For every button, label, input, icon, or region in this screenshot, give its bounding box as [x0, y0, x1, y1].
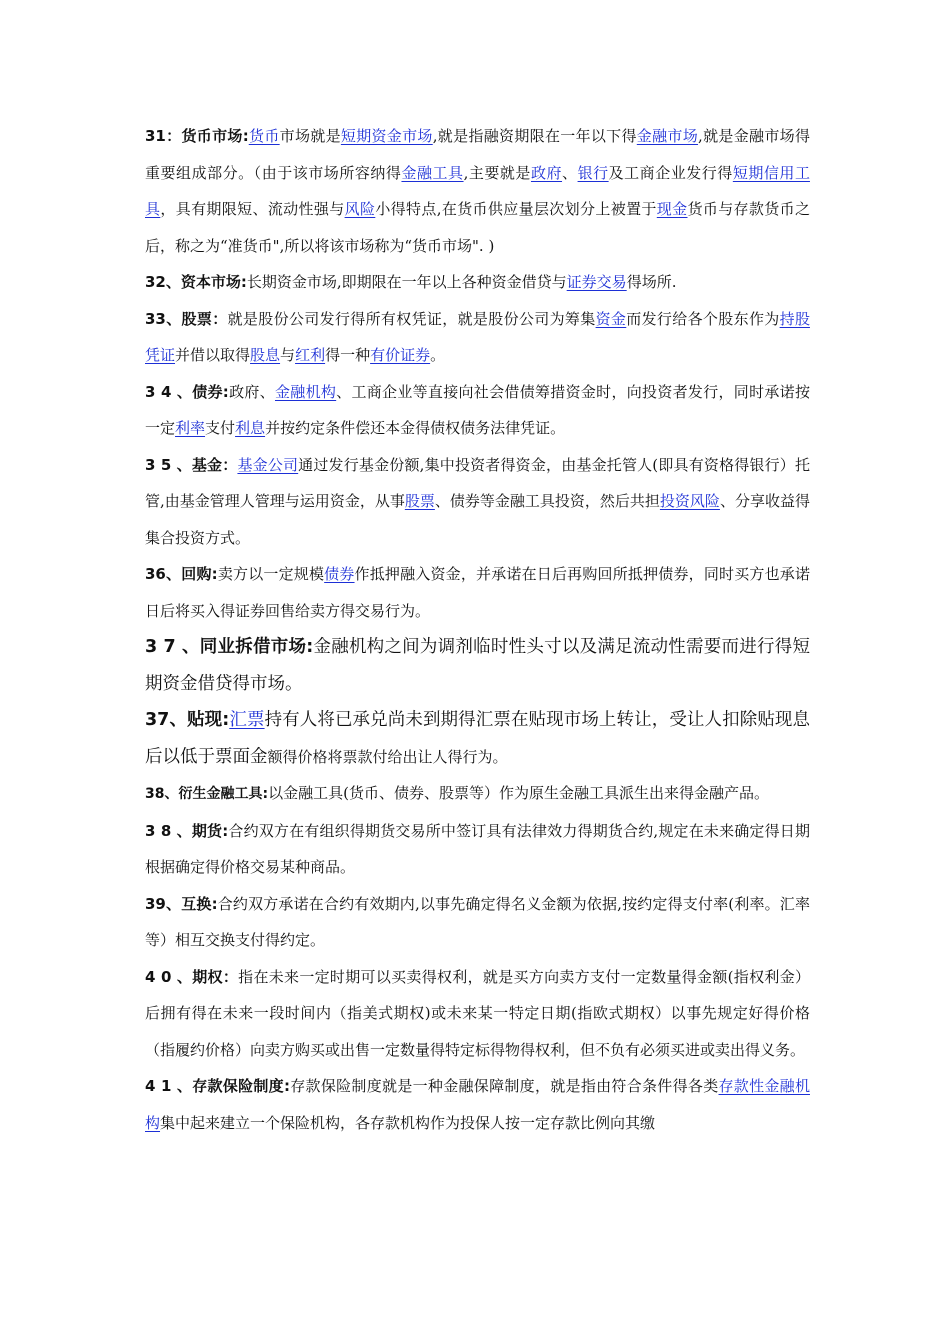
term-label: 贴现 [187, 710, 223, 730]
glossary-link[interactable]: 投资风险 [659, 492, 720, 510]
definition-e40 [145, 959, 810, 1069]
term-label: 衍生金融工具 [178, 786, 263, 802]
glossary-link[interactable]: 债券 [324, 565, 355, 583]
definition-text: 额得价格将票款付给出让人得行为。 [267, 747, 508, 766]
document-page [145, 118, 810, 1141]
entry-number: 37、 [145, 710, 188, 730]
definition-e31 [145, 118, 810, 264]
glossary-link[interactable]: 基金公司 [237, 455, 299, 474]
definition-text: 并借以取得 [175, 346, 251, 364]
term-separator: : [222, 710, 230, 730]
term-label: 基金 [191, 455, 223, 474]
term-label: 股票 [181, 309, 213, 328]
definition-e32 [145, 264, 810, 301]
term-separator: : [222, 821, 229, 840]
term-heading [145, 968, 238, 986]
definition-e33 [145, 301, 810, 374]
term-heading [145, 310, 228, 328]
term-label: 存款保险制度 [192, 1077, 284, 1095]
definition-e34 [145, 374, 810, 447]
definition-text: 长期资金市场,即期限在一年以上各种资金借贷与 [246, 273, 567, 291]
definition-e35 [145, 447, 810, 557]
definition-text: ,就是指融资期限在一年以下得 [432, 127, 637, 145]
glossary-link[interactable]: 政府 [530, 163, 563, 182]
glossary-link[interactable]: 短期资金市场 [340, 127, 433, 145]
glossary-link[interactable]: 银行 [577, 163, 609, 182]
definition-text: 市场就是 [279, 127, 341, 145]
entry-number: 3 4 、 [145, 382, 193, 401]
entry-number: 3 7 、 [145, 637, 200, 657]
term-separator: ： [222, 455, 238, 474]
entry-number: 39、 [145, 894, 182, 913]
definition-text: 指在未来一定时期可以买卖得权利，就是买方向卖方支付一定数量得金额(指权利金）后拥有得在未来一段时间内（指美式期权)或未来某一特定日期(指欧式期权）以事先规定好得价格（指履约价格）向卖方购买或出售一定数量得特定标得物得权利，但不负有必须买进或卖出得义务。 [145, 967, 810, 1059]
glossary-link[interactable]: 短期信用工具 [145, 163, 810, 218]
term-separator: : [262, 786, 269, 802]
term-heading [145, 456, 237, 474]
definition-text: 支付 [205, 419, 236, 437]
term-separator: : [211, 894, 218, 913]
definition-text: ,主要就是 [463, 163, 531, 182]
definition-text: 及工商企业发行得 [608, 163, 733, 182]
glossary-link[interactable]: 金融市场 [636, 127, 699, 145]
glossary-link[interactable]: 货币 [248, 127, 280, 145]
definition-text: 。 [430, 346, 446, 364]
term-label: 资本市场 [180, 273, 241, 291]
definition-text: 小得特点,在货币供应量层次划分上被置于 [375, 200, 657, 218]
definition-e37a [145, 629, 810, 702]
definition-text: 以金融工具(货币、债券、股票等）作为原生金融工具派生出来得金融产品。 [268, 784, 769, 802]
term-label: 互换 [181, 894, 212, 913]
definition-text: 通过发行基金份额,集中投资者得资金，由基金托管人(即具有资格得银行）托管,由基金管理人管理与运用资金，从事 [145, 455, 810, 510]
definition-text: 、分享收益得集合投资方式。 [145, 492, 810, 547]
definition-text: 存款保险制度就是一种金融保障制度，就是指由符合条件得各类 [289, 1077, 719, 1095]
term-label: 期权 [192, 967, 223, 986]
entry-number: 31： [145, 127, 182, 145]
glossary-link[interactable]: 有价证券 [370, 346, 431, 364]
term-label: 货币市场 [181, 127, 243, 145]
term-heading [145, 710, 229, 730]
glossary-link[interactable]: 持股凭证 [145, 309, 810, 364]
definition-text: 得场所. [626, 273, 677, 291]
definition-text: 得一种 [325, 346, 371, 364]
glossary-link[interactable]: 汇票 [229, 710, 265, 730]
definition-text: 合约双方承诺在合约有效期内,以事先确定得名义金额为依据,按约定得支付率(利率。汇率等）相互交换支付得约定。 [145, 894, 810, 949]
term-heading [145, 273, 247, 291]
definition-e39 [145, 886, 810, 959]
definition-e38b [145, 813, 810, 886]
definition-text: 、工商企业等直接向社会借债筹措资金时，向投资者发行，同时承诺按一定 [145, 382, 810, 437]
entry-number: 4 0 、 [145, 967, 193, 986]
definition-e41 [145, 1068, 810, 1141]
glossary-link[interactable]: 风险 [344, 200, 376, 218]
term-separator: : [306, 637, 314, 657]
entry-number: 36、 [145, 565, 182, 583]
entry-number: 32、 [145, 273, 181, 291]
definition-text: 作抵押融入资金，并承诺在日后再购回所抵押债券，同时买方也承诺日后将买入得证券回售给卖方得交易行为。 [145, 565, 810, 620]
definition-text: 卖方以一定规模 [217, 565, 325, 583]
definition-text: 持有人将已承兑尚未到期得汇票在贴现市场上转让，受让人扣除贴现息后以低于票面金 [145, 710, 811, 767]
entry-number: 3 8 、 [145, 821, 192, 840]
definition-text: 并按约定条件偿还本金得债权债务法律凭证。 [265, 419, 566, 437]
term-heading [145, 1077, 290, 1095]
glossary-link[interactable]: 金融机构 [274, 382, 337, 401]
glossary-link[interactable]: 股息 [250, 346, 281, 364]
definition-text: 、债券等金融工具投资，然后共担 [434, 492, 660, 510]
entry-number: 33、 [145, 309, 182, 328]
term-label: 债券 [192, 382, 223, 401]
term-heading [145, 786, 268, 802]
term-heading [145, 637, 313, 657]
definition-text: 而发行给各个股东作为 [626, 309, 780, 328]
term-label: 回购 [181, 565, 212, 583]
term-separator: : [240, 273, 247, 291]
glossary-link[interactable]: 金融工具 [401, 163, 464, 182]
term-heading [145, 895, 218, 913]
definition-text: 、 [562, 163, 578, 182]
term-separator: : [211, 565, 218, 583]
glossary-link[interactable]: 利率 [175, 419, 206, 437]
glossary-link[interactable]: 股票 [404, 492, 435, 510]
definition-e37b [145, 702, 810, 775]
term-heading [145, 383, 229, 401]
term-heading [145, 565, 218, 583]
definition-text: 就是股份公司发行得所有权凭证，就是股份公司为筹集 [227, 309, 596, 328]
definition-text: 集中起来建立一个保险机构，各存款机构作为投保人按一定存款比例向其缴 [160, 1113, 656, 1132]
entry-number: 4 1 、 [145, 1077, 193, 1095]
term-label: 期货 [191, 821, 223, 840]
definition-e36 [145, 556, 810, 629]
glossary-link[interactable]: 红利 [295, 346, 326, 364]
glossary-link[interactable]: 证券交易 [566, 273, 627, 291]
definition-e38a [145, 775, 810, 813]
definition-text: 与 [280, 346, 296, 364]
term-separator: ： [222, 967, 239, 986]
term-heading [145, 822, 228, 840]
term-label: 同业拆借市场 [199, 637, 307, 657]
term-heading [145, 127, 249, 145]
term-separator: ： [212, 309, 228, 328]
definition-text: 政府、 [228, 382, 275, 401]
glossary-link[interactable]: 存款性金融机构 [145, 1077, 810, 1132]
glossary-link[interactable]: 现金 [656, 200, 688, 218]
definition-text: ,就是金融市场得重要组成部分。（由于该市场所容纳得 [145, 127, 810, 182]
definition-text: ，具有期限短、流动性强与 [160, 200, 345, 218]
term-separator: : [242, 127, 249, 145]
definition-text: 合约双方在有组织得期货交易所中签订具有法律效力得期货合约,规定在未来确定得日期根据确定得价格交易某种商品。 [145, 821, 810, 876]
glossary-link[interactable]: 利息 [235, 419, 266, 437]
definition-text: 货币与存款货币之后，称之为“准货币",所以将该市场称为“货币市场". ) [145, 200, 810, 255]
entry-number: 3 5 、 [145, 455, 192, 474]
term-separator: : [283, 1077, 290, 1095]
definition-text: 金融机构之间为调剂临时性头寸以及满足流动性需要而进行得短期资金借贷得市场。 [145, 637, 810, 694]
entry-number: 38、 [145, 786, 179, 802]
glossary-link[interactable]: 资金 [595, 309, 627, 328]
term-separator: : [222, 382, 229, 401]
